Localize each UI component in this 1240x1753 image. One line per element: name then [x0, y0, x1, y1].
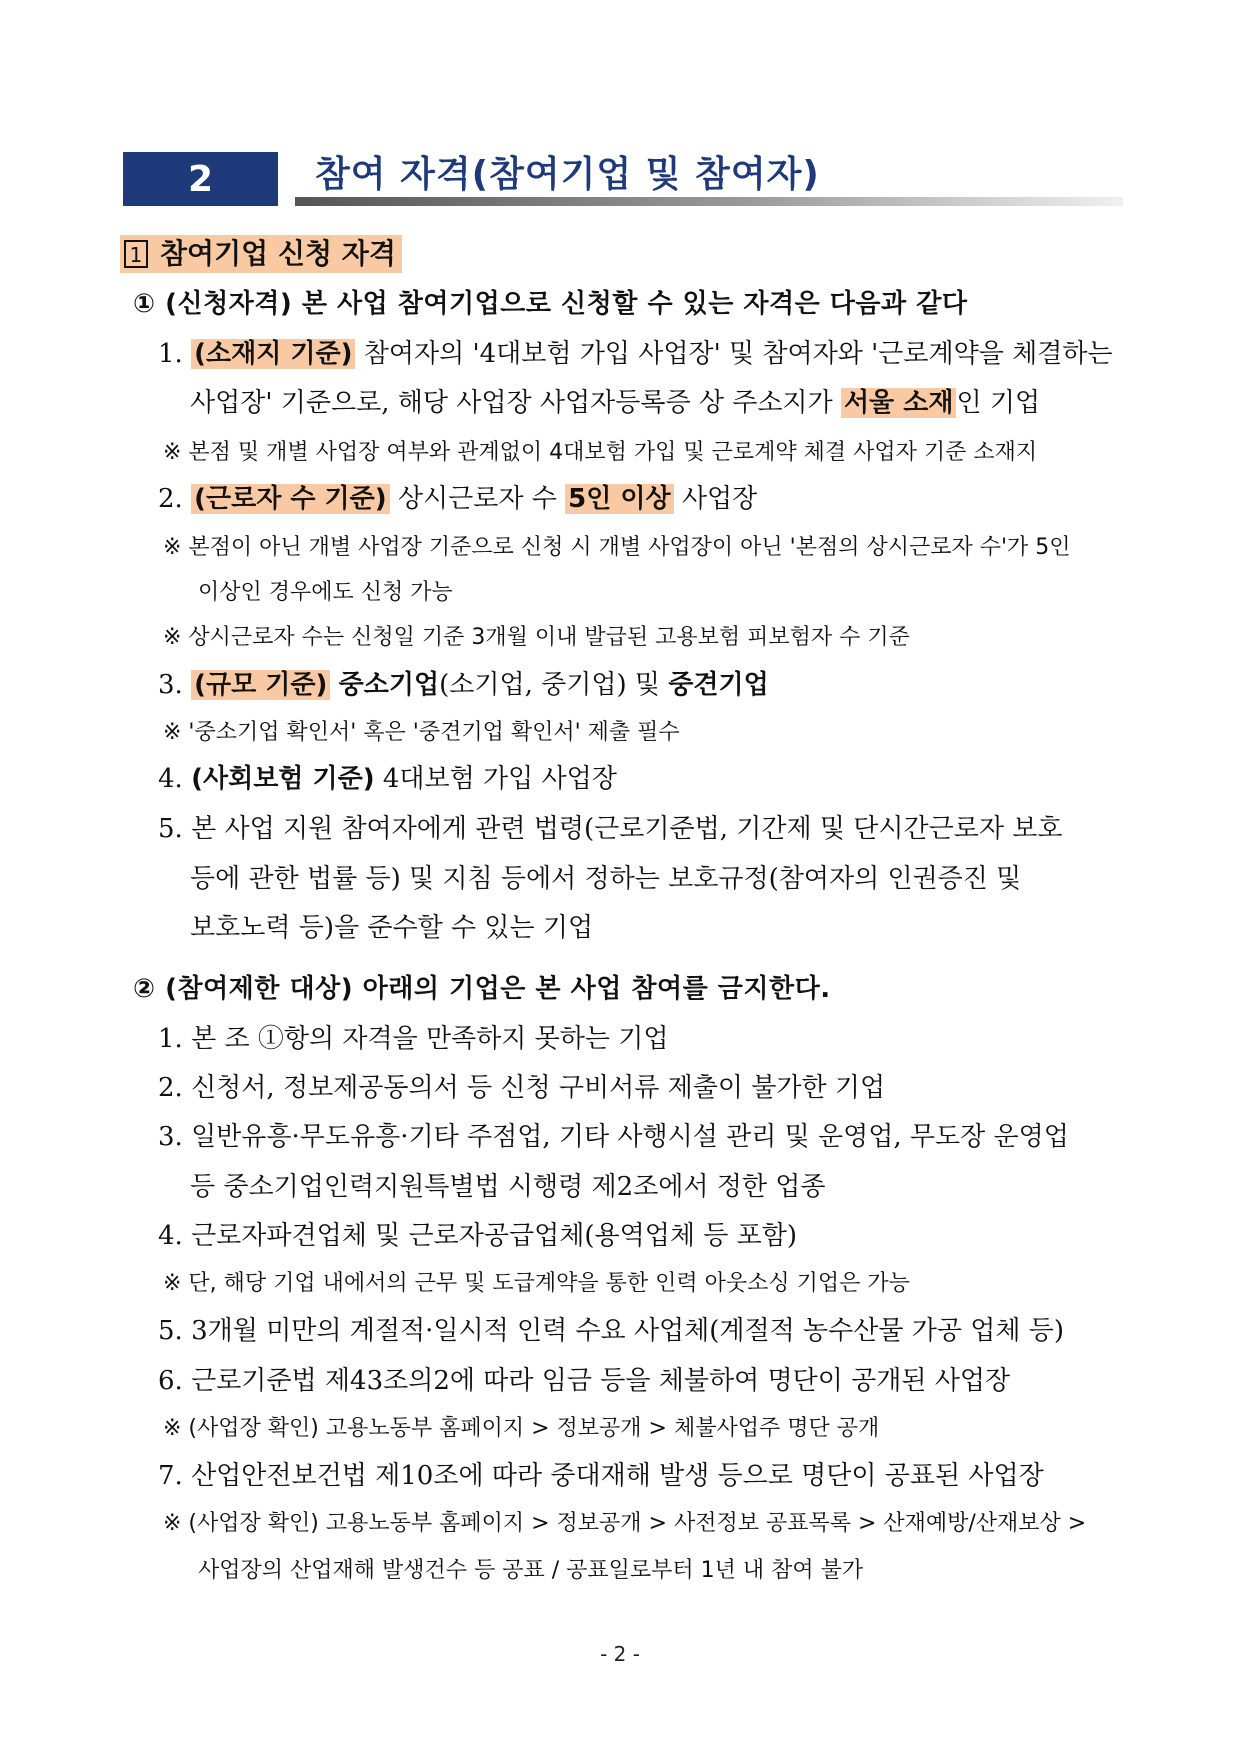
- item-text: 참여자의 '4대보험 가입 사업장' 및 참여자와 '근로계약을 체결하는: [355, 339, 1113, 369]
- part1-note-2-cont: 이상인 경우에도 신청 가능: [198, 580, 453, 605]
- part2-item-2: 2. 신청서, 정보제공동의서 등 신청 구비서류 제출이 불가한 기업: [158, 1073, 886, 1103]
- subsection-title: 참여기업 신청 자격: [160, 237, 396, 270]
- subsection-number-box: 1: [124, 240, 148, 268]
- item-tag: (소재지 기준): [191, 339, 355, 369]
- part2-item-1: 1. 본 조 ①항의 자격을 만족하지 못하는 기업: [158, 1024, 669, 1054]
- part2-item-7: 7. 산업안전보건법 제10조에 따라 중대재해 발생 등으로 명단이 공표된 사업장: [158, 1461, 1044, 1491]
- item-text: 사업장: [673, 484, 758, 514]
- part1-item-5-cont-2: 보호노력 등)을 준수할 수 있는 기업: [190, 913, 594, 943]
- part1-item-4: [158, 762, 617, 796]
- part1-heading: ① (신청자격) 본 사업 참여기업으로 신청할 수 있는 자격은 다음과 같다: [133, 289, 968, 319]
- title-underline: [295, 197, 1123, 206]
- item-number: 2.: [158, 484, 183, 514]
- part1-note-2: ※ 본점이 아닌 개별 사업장 기준으로 신청 시 개별 사업장이 아닌 '본점의 상시근로자 수'가 5인: [163, 535, 1071, 560]
- part1-item-5-cont-1: 등에 관한 법률 등) 및 지침 등에서 정하는 보호규정(참여자의 인권증진 및: [190, 864, 1022, 894]
- item-text: 인 기업: [956, 388, 1041, 418]
- item-highlight: 5인 이상: [565, 484, 674, 514]
- section-title: 참여 자격(참여기업 및 참여자): [315, 154, 820, 195]
- item-tag: (사회보험 기준): [191, 764, 375, 794]
- part2-item-4: 4. 근로자파견업체 및 근로자공급업체(용역업체 등 포함): [158, 1221, 797, 1251]
- item-number: 4.: [158, 764, 183, 794]
- part1-item-2: [158, 482, 757, 516]
- part2-item-5: 5. 3개월 미만의 계절적·일시적 인력 수요 사업체(계절적 농수산물 가공 업체 등): [158, 1316, 1065, 1346]
- page-number: - 2 -: [600, 1642, 640, 1666]
- item-tag: (규모 기준): [191, 670, 330, 700]
- item-tag: (근로자 수 기준): [191, 484, 390, 514]
- part2-item-3-cont: 등 중소기업인력지원특별법 시행령 제2조에서 정한 업종: [190, 1172, 826, 1202]
- part1-note-1: ※ 본점 및 개별 사업장 여부와 관계없이 4대보험 가입 및 근로계약 체결 사업자 기준 소재지: [163, 440, 1038, 465]
- subsection-heading: [120, 235, 402, 273]
- part1-item-1-cont: [190, 386, 1040, 420]
- part1-item-1: [158, 337, 1113, 371]
- item-highlight: 서울 소재: [841, 388, 957, 418]
- item-number: 1.: [158, 339, 183, 369]
- part1-note-3: ※ 상시근로자 수는 신청일 기준 3개월 이내 발급된 고용보험 피보험자 수 기준: [163, 625, 910, 650]
- item-bold: 중견기업: [668, 670, 769, 700]
- part1-note-4: ※ '중소기업 확인서' 혹은 '중견기업 확인서' 제출 필수: [163, 720, 680, 745]
- item-text: 상시근로자 수: [389, 484, 566, 514]
- part1-item-3: [158, 668, 769, 702]
- item-number: 3.: [158, 670, 183, 700]
- part2-item-6: 6. 근로기준법 제43조의2에 따라 임금 등을 체불하여 명단이 공개된 사업장: [158, 1366, 1011, 1396]
- section-number: 2: [123, 152, 278, 206]
- item-text: 4대보험 가입 사업장: [374, 764, 617, 794]
- part2-note-1: ※ 단, 해당 기업 내에서의 근무 및 도급계약을 통한 인력 아웃소싱 기업은 가능: [163, 1271, 910, 1296]
- item-text: 사업장' 기준으로, 해당 사업장 사업자등록증 상 주소지가: [190, 388, 841, 418]
- part1-item-5: 5. 본 사업 지원 참여자에게 관련 법령(근로기준법, 기간제 및 단시간근로자 보호: [158, 814, 1063, 844]
- part2-item-3: 3. 일반유흥·무도유흥·기타 주점업, 기타 사행시설 관리 및 운영업, 무도장 운영업: [158, 1122, 1069, 1152]
- part2-heading: ② (참여제한 대상) 아래의 기업은 본 사업 참여를 금지한다.: [133, 974, 831, 1004]
- part2-note-3-cont: 사업장의 산업재해 발생건수 등 공표 / 공표일로부터 1년 내 참여 불가: [198, 1558, 864, 1583]
- item-text: (소기업, 중기업) 및: [439, 670, 669, 700]
- part2-note-3: ※ (사업장 확인) 고용노동부 홈페이지 > 정보공개 > 사전정보 공표목록 > 산재예방/산재보상 >: [163, 1511, 1087, 1536]
- item-bold: 중소기업: [338, 670, 440, 700]
- part2-note-2: ※ (사업장 확인) 고용노동부 홈페이지 > 정보공개 > 체불사업주 명단 공개: [163, 1416, 880, 1441]
- section-header: [123, 152, 1123, 206]
